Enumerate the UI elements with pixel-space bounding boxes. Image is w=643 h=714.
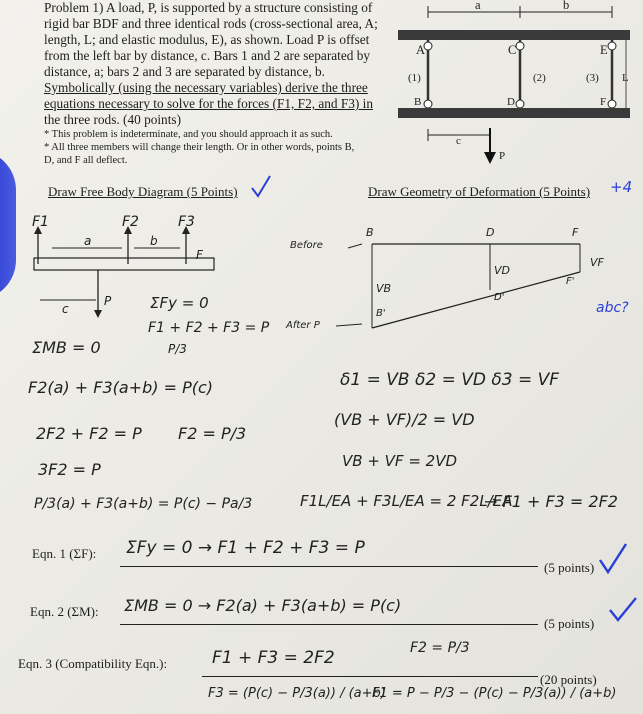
sum-deflection-equation: VB + VF = 2VD [342, 452, 458, 470]
force-length-equation: F1L/EA + F3L/EA = 2 F2L/EA [300, 492, 513, 510]
eqn1-answer: ΣFy = 0 → F1 + F2 + F3 = P [126, 538, 365, 558]
point-c: C [508, 43, 517, 57]
geom-vf: VF [590, 256, 604, 269]
point-f: F [600, 96, 607, 108]
point-d: D [507, 96, 515, 108]
rod-3-label: (3) [586, 72, 599, 84]
eqn3-line [202, 676, 538, 677]
problem-line: from the left bar by distance, c. Bars 1 and 2 are separated by [44, 48, 371, 63]
load-p: P [499, 150, 506, 162]
rod-2-label: (2) [533, 72, 546, 84]
problem-line: equations necessary to solve for the forces (F1, F2, and F3) in [44, 96, 374, 111]
point-e: E [600, 43, 608, 57]
delta-equations: δ1 = VB δ2 = VD δ3 = VF [340, 370, 560, 390]
score-mark: +4 [610, 178, 633, 196]
fbd-f3: F3 [178, 214, 195, 230]
rod-1-label: (1) [408, 72, 421, 84]
geom-vb: VB [376, 282, 392, 295]
fbd-title: Draw Free Body Diagram (5 Points) [48, 184, 238, 199]
eqn3-points: (20 points) [540, 672, 597, 687]
before-label: Before [290, 240, 323, 251]
fbd-p-label: P [104, 294, 112, 308]
average-equation: (VB + VF)/2 = VD [334, 410, 475, 429]
fbd-f2: F2 [122, 214, 139, 230]
geom-point-b: B [366, 226, 374, 239]
problem-line: the three rods. (40 points) [44, 112, 182, 127]
point-b: B [414, 96, 422, 108]
eqn3-answer: F1 + F3 = 2F2 [212, 648, 335, 668]
sum-fy: ΣFy = 0 [150, 294, 209, 312]
work-line-3: P/3(a) + F3(a+b) = P(c) − Pa/3 [34, 496, 253, 512]
eqn2-answer: ΣMB = 0 → F2(a) + F3(a+b) = P(c) [124, 596, 402, 615]
f3-result: F3 = (P(c) − P/3(a)) / (a+b) [208, 686, 386, 701]
dim-c: c [456, 135, 461, 147]
p-over-3: P/3 [168, 342, 187, 356]
problem-line: length, L; and elastic modulus, E), as shown. Load P is offset [44, 32, 370, 47]
eqn2-label: Eqn. 2 (ΣM): [30, 604, 99, 619]
fbd-f-label: F [196, 248, 203, 262]
geom-vd: VD [494, 264, 510, 277]
f2-result: F2 = P/3 [410, 640, 470, 656]
eqn1-label: Eqn. 1 (ΣF): [32, 546, 97, 561]
point-a: A [416, 43, 426, 57]
fbd-dim-b: b [150, 234, 158, 248]
work-line-1b: F2 = P/3 [178, 424, 247, 443]
geom-d-prime: D' [494, 292, 505, 303]
geom-point-f: F [572, 226, 579, 239]
work-line-1: 2F2 + F2 = P [36, 424, 142, 443]
moment-equation: F2(a) + F3(a+b) = P(c) [28, 378, 213, 397]
geom-f-prime: F' [566, 276, 575, 287]
eqn2-line [120, 624, 538, 625]
problem-bullet: * All three members will change their length. Or in other words, points B, [44, 142, 355, 153]
problem-line: Problem 1) A load, P, is supported by a structure consisting of [44, 0, 373, 15]
eqn3-label: Eqn. 3 (Compatibility Eqn.): [18, 656, 168, 671]
eqn1-line [120, 566, 538, 567]
sum-mb: ΣMB = 0 [32, 338, 101, 357]
problem-bullet: D, and F all deflect. [44, 155, 128, 166]
problem-bullet: * This problem is indeterminate, and you should approach it as such. [44, 129, 333, 140]
fbd-f1: F1 [32, 214, 49, 230]
fbd-dim-a: a [84, 234, 92, 248]
fbd-c-label: c [62, 302, 69, 316]
sum-forces: F1 + F2 + F3 = P [148, 320, 270, 336]
geometry-title: Draw Geometry of Deformation (5 Points) [368, 184, 591, 199]
problem-line: rigid bar BDF and three identical rods (cross-sectional area, A; [44, 16, 378, 31]
compat-result: → F1 + F3 = 2F2 [484, 492, 618, 511]
problem-line: distance, a; bars 2 and 3 are separated by distance, b. [44, 64, 325, 79]
eqn1-points: (5 points) [544, 560, 595, 575]
eqn2-points: (5 points) [544, 616, 595, 631]
problem-line: Symbolically (using the necessary variables) derive the three [44, 80, 368, 95]
f1-result: F1 = P − P/3 − (P(c) − P/3(a)) / (a+b) [372, 686, 617, 701]
dim-b: b [563, 0, 570, 12]
after-label: After P [286, 320, 320, 331]
work-line-2: 3F2 = P [38, 460, 101, 479]
geom-b-prime: B' [376, 308, 386, 319]
geom-point-d: D [486, 226, 495, 239]
dim-a: a [475, 0, 481, 12]
length-label: L [622, 72, 629, 84]
grader-note: abc? [596, 300, 629, 316]
